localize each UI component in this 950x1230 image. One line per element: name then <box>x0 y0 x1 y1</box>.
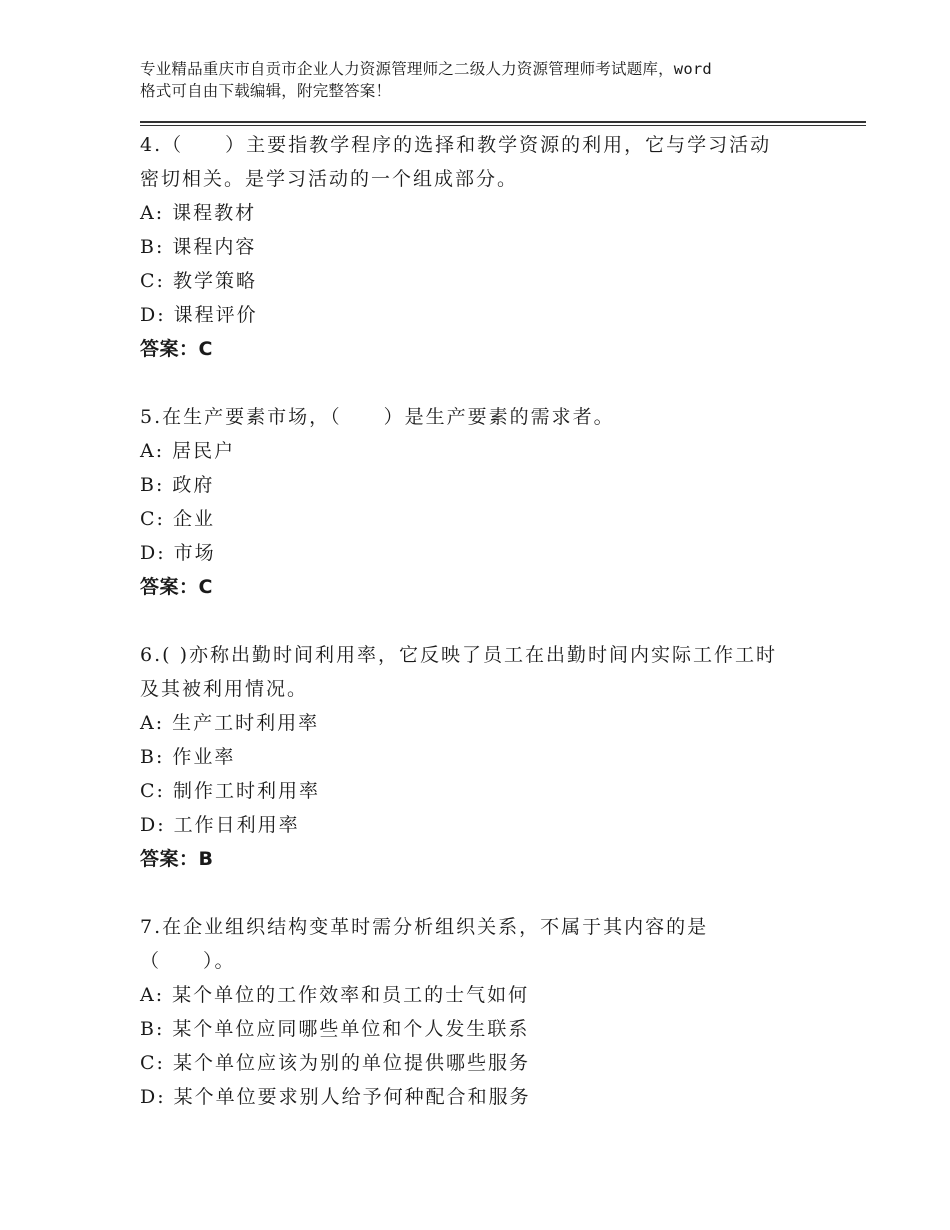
header-divider-thick <box>140 121 866 123</box>
question-4 <box>140 128 840 366</box>
option-c: C: 某个单位应该为别的单位提供哪些服务 <box>140 1052 530 1074</box>
question-stem: 5.在生产要素市场，（ ）是生产要素的需求者。 <box>140 406 615 428</box>
option-b: B: 某个单位应同哪些单位和个人发生联系 <box>140 1018 530 1040</box>
option-d: D: 课程评价 <box>140 304 258 326</box>
option-a: A: 某个单位的工作效率和员工的士气如何 <box>140 984 530 1006</box>
question-stem: 及其被利用情况。 <box>140 678 309 700</box>
option-c: C: 企业 <box>140 508 215 530</box>
answer: 答案：C <box>140 576 213 598</box>
header-line-2: 格式可自由下载编辑，附完整答案！ <box>140 82 392 100</box>
answer: 答案：C <box>140 338 213 360</box>
option-d: D: 某个单位要求别人给予何种配合和服务 <box>140 1086 531 1108</box>
question-stem: 密切相关。是学习活动的一个组成部分。 <box>140 168 519 190</box>
option-b: B: 政府 <box>140 474 215 496</box>
option-a: A: 课程教材 <box>140 202 257 224</box>
question-stem: 7.在企业组织结构变革时需分析组织关系，不属于其内容的是 <box>140 916 709 938</box>
option-d: D: 市场 <box>140 542 216 564</box>
question-5 <box>140 400 840 604</box>
question-list <box>140 128 840 1114</box>
question-stem: （ ）。 <box>140 950 236 972</box>
header-divider-thin <box>140 125 866 126</box>
question-stem: 4.（ ）主要指教学程序的选择和教学资源的利用，它与学习活动 <box>140 134 772 156</box>
option-b: B: 作业率 <box>140 746 236 768</box>
option-d: D: 工作日利用率 <box>140 814 300 836</box>
document-header <box>140 58 830 102</box>
option-b: B: 课程内容 <box>140 236 257 258</box>
answer: 答案：B <box>140 848 214 870</box>
header-line-1: 专业精品重庆市自贡市企业人力资源管理师之二级人力资源管理师考试题库，word <box>140 60 712 78</box>
option-c: C: 制作工时利用率 <box>140 780 320 802</box>
option-a: A: 居民户 <box>140 440 236 462</box>
question-6 <box>140 638 840 876</box>
option-a: A: 生产工时利用率 <box>140 712 320 734</box>
option-c: C: 教学策略 <box>140 270 257 292</box>
question-7 <box>140 910 840 1114</box>
question-stem: 6.( )亦称出勤时间利用率，它反映了员工在出勤时间内实际工作工时 <box>140 644 777 666</box>
